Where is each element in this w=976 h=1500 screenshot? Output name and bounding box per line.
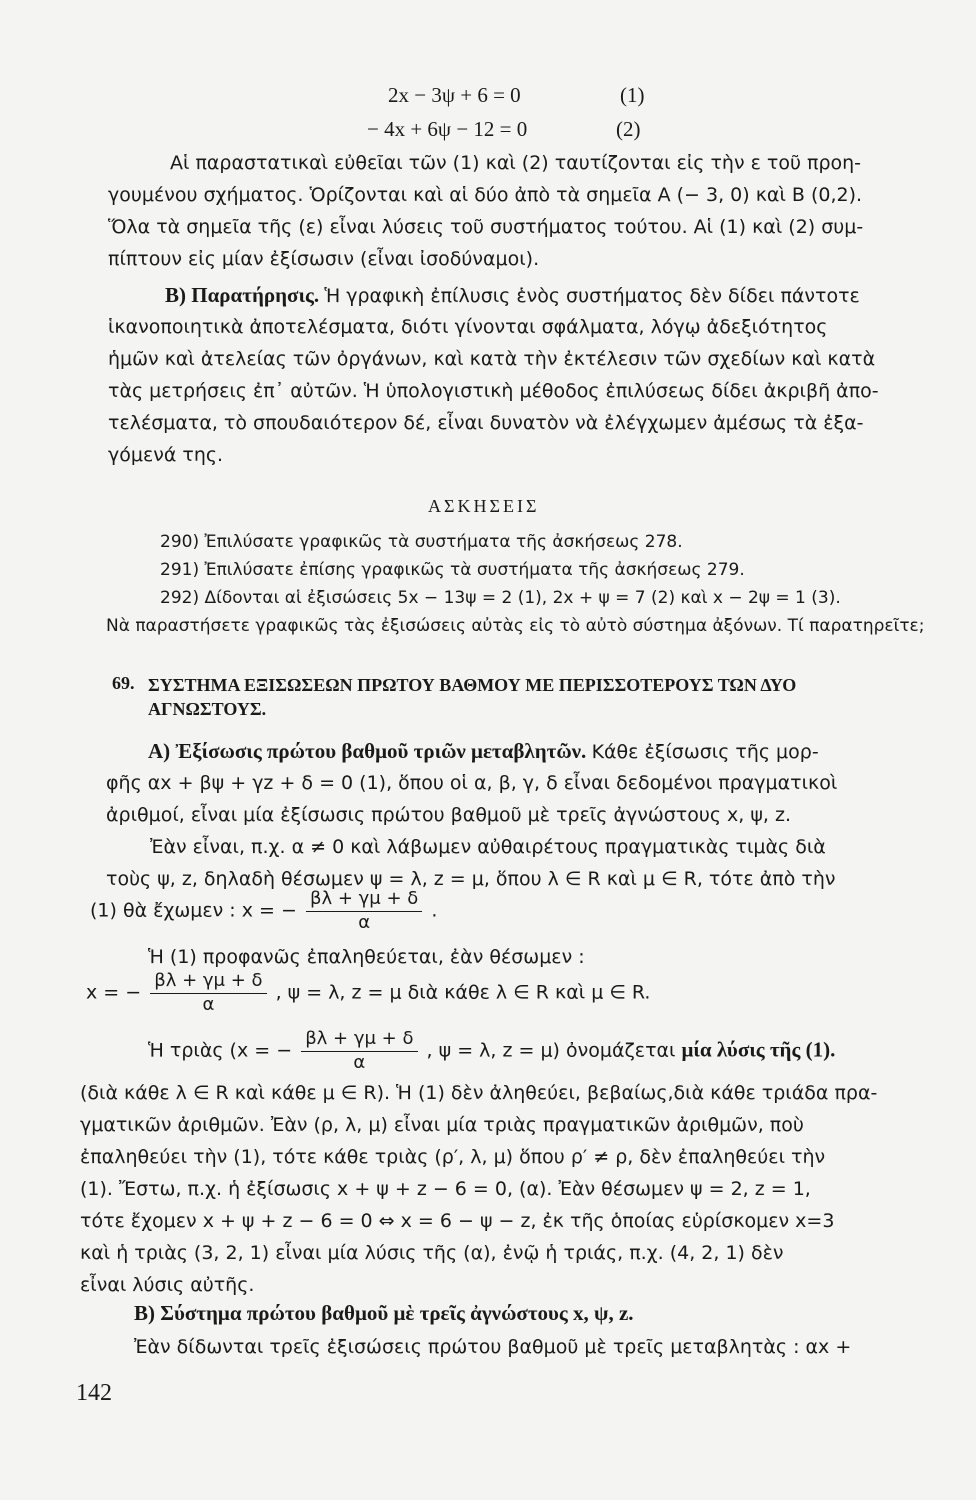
partA-line: (διὰ κάθε λ ∈ R καὶ κάθε μ ∈ R). Ἡ (1) δὲν ἀληθεύει, βεβαίως,διὰ κάθε τριάδα πρα- [80,1082,878,1104]
fraction [150,970,266,1016]
partA-line: τότε ἔχομεν x + ψ + z − 6 = 0 ⇔ x = 6 − ψ − z, ἐκ τῆς ὁποίας εὑρίσκομεν x=3 [80,1210,835,1232]
formula-prefix: x = − [86,981,142,1004]
solution-term: μία λύσις τῆς (1). [681,1037,836,1062]
fraction-numerator: βλ + γμ + δ [301,1028,417,1052]
partA-line: φῆς αx + βψ + γz + δ = 0 (1), ὅπου οἱ α, β, γ, δ εἶναι δεδομένοι πραγματικοὶ [106,772,838,794]
section-number: 69. [112,673,135,693]
partA-line: ἀριθμοί, εἶναι μία ἐξίσωσις πρώτου βαθμοῦ μὲ τρεῖς ἀγνώστους x, ψ, z. [106,804,792,826]
formula-line-1 [90,888,437,934]
fraction-numerator: βλ + γμ + δ [306,888,422,912]
fraction-denominator: α [353,1051,366,1073]
partA-line: καὶ ἡ τριὰς (3, 2, 1) εἶναι μία λύσις τῆς (α), ἐνῷ ἡ τριάς, π.χ. (4, 2, 1) δὲν [80,1242,784,1264]
remark-heading: Β) Παρατήρησις. [165,283,320,307]
formula-suffix: , ψ = λ, z = μ διὰ κάθε λ ∈ R καὶ μ ∈ R. [275,981,651,1004]
formula-prefix: Ἡ τριὰς (x = − [148,1039,293,1062]
formula-prefix: (1) θὰ ἔχωμεν : x = − [90,899,297,922]
partA-line: (1). Ἔστω, π.χ. ἡ ἐξίσωσις x + ψ + z − 6 = 0, (α). Ἐὰν θέσωμεν ψ = 2, z = 1, [80,1178,811,1200]
remark-line: ἱκανοποιητικὰ ἀποτελέσματα, διότι γίνονται σφάλματα, λόγῳ ἀδεξιότητος [108,316,828,338]
fraction-numerator: βλ + γμ + δ [150,970,266,994]
formula-line-3 [148,1028,835,1074]
partA-line: γματικῶν ἀριθμῶν. Ἐὰν (ρ, λ, μ) εἶναι μία τριὰς πραγματικῶν ἀριθμῶν, ποὺ [80,1114,804,1136]
remark-line: ἡμῶν καὶ ἀτελείας τῶν ὀργάνων, καὶ κατὰ τὴν ἐκτέλεσιν τῶν σχεδίων καὶ κατὰ [108,348,876,370]
partA-line: Ἐὰν εἶναι, π.χ. α ≠ 0 καὶ λάβωμεν αὐθαιρέτους πραγματικὰς τιμὰς διὰ [150,836,826,858]
section-title: ΣΥΣΤΗΜΑ ΕΞΙΣΩΣΕΩΝ ΠΡΩΤΟΥ ΒΑΘΜΟΥ ΜΕ ΠΕΡΙΣΣΟΤΕΡΟΥΣ ΤΩΝ ΔΥΟ [148,675,797,695]
remark-line: τὰς μετρήσεις ἐπ᾽ αὐτῶν. Ἡ ὑπολογιστικὴ μέθοδος ἐπιλύσεως δίδει ἀκριβῆ ἀπο- [108,380,879,402]
para1-line: Αἱ παραστατικαὶ εὐθεῖαι τῶν (1) καὶ (2) ταυτίζονται εἰς τὴν ε τοῦ προη- [170,152,862,174]
exercise-item: 292) Δίδονται αἱ ἐξισώσεις 5x − 13ψ = 2 (1), 2x + ψ = 7 (2) καὶ x − 2ψ = 1 (3). [160,588,841,608]
para1-line: πίπτουν εἰς μίαν ἐξίσωσιν (εἶναι ἰσοδύναμοι). [108,248,540,270]
remark-first-line [165,282,860,309]
partA-line: εἶναι λύσις αὐτῆς. [80,1274,255,1296]
equation-1 [388,82,521,108]
fraction [306,888,422,934]
fraction-denominator: α [358,911,371,933]
partA-line: ἐπαληθεύει τὴν (1), τότε κάθε τριὰς (ρ′, λ, μ) ὅπου ρ′ ≠ ρ, δὲν ἐπαληθεύει τὴν [80,1146,826,1168]
page-number: 142 [76,1380,112,1406]
equation-1-text: 2x − 3ψ + 6 = 0 [388,83,521,107]
section-title: ΑΓΝΩΣΤΟΥΣ. [148,699,267,719]
partA-text: Κάθε ἐξίσωσις τῆς μορ- [591,741,819,763]
exercises-title: ΑΣΚΗΣΕΙΣ [428,496,540,516]
fraction-denominator: α [202,993,215,1015]
exercise-item: 291) Ἐπιλύσατε ἐπίσης γραφικῶς τὰ συστήματα τῆς ἀσκήσεως 279. [160,560,745,580]
remark-line: τελέσματα, τὸ σπουδαιότερον δέ, εἶναι δυνατὸν νὰ ἐλέγχωμεν ἀμέσως τὰ ἐξα- [108,412,864,434]
exercise-item: Νὰ παραστήσετε γραφικῶς τὰς ἐξισώσεις αὐτὰς εἰς τὸ αὐτὸ σύστημα ἀξόνων. Τί παρατηρεῖτε; [106,616,925,636]
equation-1-number: (1) [620,83,645,107]
remark-line: γόμενά της. [108,444,224,466]
partB-heading: Β) Σύστημα πρώτου βαθμοῦ μὲ τρεῖς ἀγνώστους x, ψ, z. [134,1301,634,1325]
formula-line-2 [86,970,650,1016]
formula-suffix: . [431,899,438,922]
equation-2-text: − 4x + 6ψ − 12 = 0 [367,117,528,141]
para1-line: Ὅλα τὰ σημεῖα τῆς (ε) εἶναι λύσεις τοῦ συστήματος τούτου. Αἱ (1) καὶ (2) συμ- [108,216,864,238]
equation-2-number: (2) [616,117,641,141]
partA-line: τοὺς ψ, z, δηλαδὴ θέσωμεν ψ = λ, z = μ, ὅπου λ ∈ R καὶ μ ∈ R, τότε ἀπὸ τὴν [106,868,836,890]
remark-text: Ἡ γραφικὴ ἐπίλυσις ἑνὸς συστήματος δὲν δίδει πάντοτε [324,285,860,307]
partA-first-line [148,738,819,765]
partA-line: Ἡ (1) προφανῶς ἐπαληθεύεται, ἐὰν θέσωμεν : [148,946,585,968]
partB-line: Ἐὰν δίδωνται τρεῖς ἐξισώσεις πρώτου βαθμοῦ μὲ τρεῖς μεταβλητὰς : αx + [134,1336,852,1358]
equation-2 [367,116,527,142]
fraction [301,1028,417,1074]
para1-line: γουμένου σχήματος. Ὁρίζονται καὶ αἱ δύο ἀπὸ τὰ σημεῖα Α (− 3, 0) καὶ Β (0,2). [108,184,863,206]
partA-heading: Α) Ἐξίσωσις πρώτου βαθμοῦ τριῶν μεταβλητῶν. [148,739,587,763]
exercise-item: 290) Ἐπιλύσατε γραφικῶς τὰ συστήματα τῆς ἀσκήσεως 278. [160,532,683,552]
formula-suffix: , ψ = λ, z = μ) ὀνομάζεται [426,1039,676,1062]
